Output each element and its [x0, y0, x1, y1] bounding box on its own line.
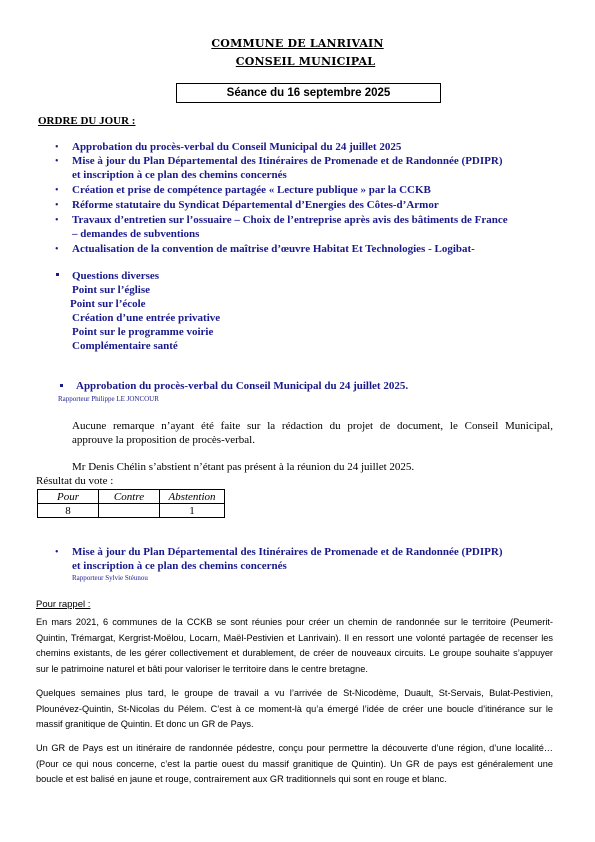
- agenda-item: Travaux d’entretien sur l’ossuaire – Choix de l’entreprise après avis des bâtiments de France: [72, 214, 508, 226]
- agenda-item-cont: – demandes de subventions: [72, 228, 200, 240]
- question-item: Création d’une entrée privative: [72, 312, 221, 324]
- resultat-label: Résultat du vote :: [36, 475, 114, 487]
- question-item: Point sur l’école: [70, 298, 146, 310]
- agenda-item: Actualisation de la convention de maîtrise d’œuvre Habitat Et Technologies - Logibat-: [72, 243, 475, 255]
- commune-title: COMMUNE DE LANRIVAIN: [211, 37, 384, 50]
- vote-value-contre: [99, 504, 160, 518]
- section2-title-cont: et inscription à ce plan des chemins concernés: [72, 560, 287, 572]
- question-item: Point sur l’église: [72, 284, 151, 296]
- section1-paragraph-cont: approuve la proposition de procès-verbal.: [72, 434, 255, 446]
- question-item: Point sur le programme voirie: [72, 326, 214, 338]
- section2-title: Mise à jour du Plan Départemental des Itinéraires de Promenade et de Randonnée (PDIPR): [72, 546, 503, 558]
- agenda-item: Création et prise de compétence partagée « Lecture publique » par la CCKB: [72, 184, 431, 196]
- square-bullet-icon: [60, 384, 63, 387]
- bullet-icon: •: [55, 244, 59, 255]
- vote-value-abstention: 1: [160, 504, 225, 518]
- square-bullet-icon: [56, 273, 59, 276]
- ordre-du-jour-title: ORDRE DU JOUR :: [38, 115, 136, 127]
- vote-header-row: [38, 490, 225, 504]
- questions-diverses-title: Questions diverses: [72, 270, 160, 282]
- bullet-icon: •: [55, 547, 59, 558]
- vote-header-contre: Contre: [99, 490, 160, 504]
- agenda-item: Approbation du procès-verbal du Conseil Municipal du 24 juillet 2025: [72, 141, 402, 153]
- bullet-icon: •: [55, 215, 59, 226]
- bullet-icon: •: [55, 200, 59, 211]
- section2-rapporteur: Rapporteur Sylvie Stéunou: [72, 574, 148, 582]
- vote-table: [37, 489, 225, 518]
- bullet-icon: •: [55, 142, 59, 153]
- section1-rapporteur: Rapporteur Philippe LE JONCOUR: [58, 395, 159, 403]
- vote-values-row: [38, 504, 225, 518]
- vote-header-abstention: Abstention: [160, 490, 225, 504]
- question-item: Complémentaire santé: [72, 340, 178, 352]
- seance-box: Séance du 16 septembre 2025: [176, 83, 441, 103]
- vote-header-pour: Pour: [38, 490, 99, 504]
- pour-rappel-label: Pour rappel :: [36, 599, 91, 610]
- vote-value-pour: 8: [38, 504, 99, 518]
- section1-paragraph: Aucune remarque n’ayant été faite sur la rédaction du projet de document, le Conseil Municipal,: [72, 420, 553, 432]
- agenda-item: Mise à jour du Plan Départemental des Itinéraires de Promenade et de Randonnée (PDIPR): [72, 155, 503, 167]
- section1-abstention-note: Mr Denis Chélin s’abstient n’étant pas présent à la réunion du 24 juillet 2025.: [72, 461, 415, 473]
- rappel-paragraph: Un GR de Pays est un itinéraire de randonnée pédestre, conçu pour permettre la découverte d’une région, d’une localité… (Pour ce qui nous concerne, c’est la partie ouest du massif granitique de Quintin). Un GR de pays est généralement une boucle et est balisé en jaune et rouge, contrairement aux GR traditionnels qui sont en rouge et blanc.: [36, 743, 553, 785]
- agenda-item: Réforme statutaire du Syndicat Départemental d’Energies des Côtes-d’Armor: [72, 199, 439, 211]
- rappel-paragraph: En mars 2021, 6 communes de la CCKB se sont réunies pour créer un chemin de randonnée sur le territoire (Peumerit-Quintin, Trémargat, Kergrist-Moëlou, Locarn, Maël-Pestivien et Lanrivain). Il en ressort une volonté partagée de recenser les chemins existants, de les gérer collectivement et durablement, de créer de nouveaux circuits. Le groupe souhaite s’appuyer sur le patrimoine naturel et bâti pour valoriser le territoire dans le centre bretagne.: [36, 617, 553, 674]
- bullet-icon: •: [55, 185, 59, 196]
- section1-title: Approbation du procès-verbal du Conseil Municipal du 24 juillet 2025.: [76, 380, 409, 392]
- agenda-item-cont: et inscription à ce plan des chemins concernés: [72, 169, 287, 181]
- conseil-title: CONSEIL MUNICIPAL: [235, 55, 376, 68]
- bullet-icon: •: [55, 156, 59, 167]
- rappel-paragraph: Quelques semaines plus tard, le groupe de travail a vu l’arrivée de St-Nicodème, Duault, St-Servais, Bulat-Pestivien, Plounévez-Quintin, St-Nicolas du Pélem. C’est à ce moment-là qu’a émergé l’idée de créer une boucle d’itinérance sur le massif granitique de Quintin. Et donc un GR de Pays.: [36, 688, 553, 730]
